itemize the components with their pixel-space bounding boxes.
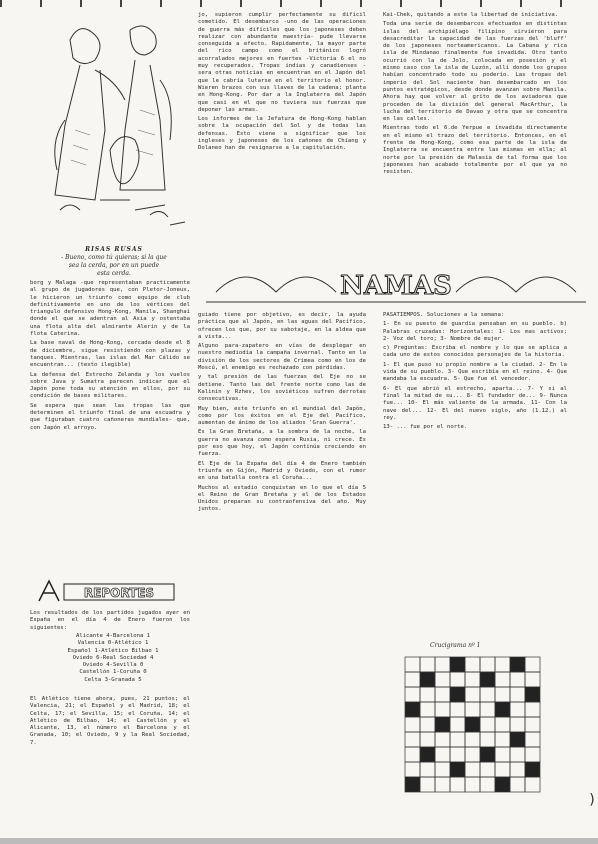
reportes-title: REPORTES — [83, 586, 155, 600]
pasatiempos-p2: 1- En su puesto de guardia pensaban en su pueblo. b) Palabras cruzadas: Horizontales: 1- Los mas activos; 2- Voz del toro; 3- Nombre de mujer. — [383, 321, 567, 342]
crossword-cell — [465, 672, 480, 687]
column-a-paragraph-4: Se espera que sean las tropas las que determinen el triunfo final de una escuadra y que figuraban cuatro cañoneras mundiales- que, con Japón el arroyo. — [30, 402, 190, 431]
crossword-cell — [420, 747, 435, 762]
crossword-cell — [435, 702, 450, 717]
pasatiempos-p6: 13- ... fue por el norte. — [383, 424, 468, 431]
crossword-cell — [405, 672, 420, 687]
caption-line-3: esta cerda. — [97, 270, 131, 277]
crossword-cell — [450, 717, 465, 732]
crossword-cell — [465, 762, 480, 777]
page-edge-mark: ) — [588, 792, 597, 808]
crossword-cell — [510, 732, 525, 747]
column-a-article — [30, 280, 190, 434]
crossword-cell — [495, 657, 510, 672]
crossword-cell — [450, 687, 465, 702]
crossword-cell — [465, 777, 480, 792]
crossword-cell — [405, 657, 420, 672]
column-b-bottom-p3: y tal presión de las fuerzas del Eje no se detiene. Tanto las del frente norte como las de Kalinin y Rzhev, los soviéticos sufren derrotas consecutivas. — [198, 374, 366, 403]
crossword-cell — [405, 777, 420, 792]
cartoon-illustration — [40, 10, 190, 235]
crossword-cell — [420, 717, 435, 732]
crossword-cell — [435, 687, 450, 702]
crossword-cell — [465, 657, 480, 672]
crossword-cell — [480, 687, 495, 702]
crossword-cell — [480, 702, 495, 717]
pasatiempos-p5: 6- El que abrió el estrecho, aparta... 7- Y si al final la mitad de su... 8- El fundador de... 9- Nunca fue... 10- El más valiente de la armada. 11- Con la nave del... 12- El del nuevo siglo, año (1.12.) al rey. — [383, 385, 567, 421]
cartoon-caption — [34, 246, 194, 278]
crossword-cell — [495, 762, 510, 777]
column-a-paragraph-3: La defensa del Estrecho Zelanda y los vuelos sobre Java y Sumatra parecen indicar que el Japón pone toda su atención en ellos, por su condición de bases militares. — [30, 371, 190, 400]
top-border — [0, 0, 598, 7]
crossword-cell — [510, 747, 525, 762]
crossword-cell — [420, 777, 435, 792]
standings-paragraph — [30, 696, 190, 749]
crossword-cell — [420, 702, 435, 717]
crossword-cell — [525, 747, 540, 762]
crossword-cell — [450, 702, 465, 717]
column-b-bottom-p5: Es la Gran Bretaña, a la sombra de la noche, la guerra no avanza como espera Rusia, ni crece. Es por eso que hoy, el Japón continúa creciendo en fuerza. — [198, 429, 366, 458]
caption-line-1: - Bueno, como tú quieras; si la que — [61, 254, 167, 261]
crossword-cell — [465, 747, 480, 762]
crossword-title: Crucigrama nº 1 — [430, 642, 481, 649]
section-header-banner — [206, 262, 586, 306]
crossword-cell — [465, 687, 480, 702]
crossword-cell — [510, 657, 525, 672]
crossword-cell — [525, 777, 540, 792]
crossword-cell — [495, 777, 510, 792]
crossword-cell — [495, 717, 510, 732]
crossword-cell — [435, 672, 450, 687]
scores-list — [48, 633, 178, 684]
crossword-cell — [405, 687, 420, 702]
crossword-cell — [435, 657, 450, 672]
crossword-grid — [395, 652, 555, 802]
crossword-cell — [420, 732, 435, 747]
crossword-cell — [510, 762, 525, 777]
crossword-cell — [525, 702, 540, 717]
bottom-border — [0, 838, 598, 844]
crossword-cell — [435, 732, 450, 747]
column-c-paragraph-2: Toda una serie de desembarcos efectuados en distintas islas del archipiélago filipino sirvieron para desacreditar la capacidad de las fuerzas del 'bluff' de los japoneses norteamericanos. La Cabana y rica isla de Mindanao finalmente fue invadida. Otro tanto ocurrió con la de Jolo, colocada en posesión y el mismo caso con la isla de Luzón, allí donde los grupos habían concentrado todo su poderío. Las tropas del imperio del Sol naciente han desembarcado en los puntos estratégicos, desde donde avanzan sobre Manila. Ahora hay que volver al grito de los aviadores que proceden de la división del general MacArthur, la lucha del territorio de Davao y otra que se concentra en las calles. — [383, 21, 567, 123]
crossword-cell — [525, 732, 540, 747]
header-title: NAMAS — [340, 271, 452, 301]
crossword-cell — [435, 717, 450, 732]
crossword-cell — [480, 747, 495, 762]
crossword-cell — [510, 687, 525, 702]
crossword-cell — [525, 657, 540, 672]
crossword-cell — [450, 777, 465, 792]
crossword-cell — [495, 687, 510, 702]
score-line: Alicante 4-Barcelona 1 — [75, 633, 151, 639]
crossword-cell — [405, 702, 420, 717]
reportes-intro — [30, 610, 190, 634]
column-b-article — [198, 12, 366, 155]
crossword-cell — [450, 657, 465, 672]
column-a-paragraph-1: borg y Malaga -que representaban practicamente al grupo de jugadores que, con Pletor-Joneux, le hicieron un triunfo como equipo de club definitivamente en uno de los vértices del triangulo defensivo Hong-Kong, Manila, Shanghai donde el que se adentran al Asia y ostentaba una flota alta del almirante Alerin y de la flota Caterina. — [30, 280, 190, 338]
score-line: Español 1-Atlético Bilbao 1 — [67, 647, 159, 654]
column-a-paragraph-2: La base naval de Hong-Kong, cercada desde el 8 de diciembre, sigue resistiendo con plazas y tanques. Mientras, las islas del Mar Cálido se encuentran... (texto ilegible) — [30, 340, 190, 369]
score-line: Valencia 0-Atlético 1 — [77, 640, 149, 647]
crossword-cell — [495, 747, 510, 762]
crossword-cell — [495, 672, 510, 687]
crossword-cell — [480, 672, 495, 687]
column-b-paragraph-1: jo, supieron cumplir perfectamente su difícil cometido. El desembarco -uno de las operaciones de guerra más difíciles que los japoneses deben realizar con abundante maestría- pude llevarse conseguida a efecto. Rapidamente, la mayor parte del rico campo como el británico logró acorralados mejores en fuertes -Victoria 6 el no muy recuperados. Tropas indias y canadienses -sera otras noticias en encuentran en el Japón del que le cabría lutarse en el territorio el honor. Wieren brazos con sus llaves de la cadena; planta en Hong-Kong. Por dar a la Inglaterra del Japón que casi en el que no tuviera sus fuerzas que deponer las armas. — [198, 12, 366, 113]
crossword-cell — [465, 732, 480, 747]
column-c-paragraph-1: Kai-Chek, quitando a este la libertad de iniciativa. — [383, 12, 559, 18]
score-line: Oviedo 4-Sevilla 0 — [82, 662, 144, 669]
crossword-cell — [480, 717, 495, 732]
crossword-cell — [525, 762, 540, 777]
crossword-cell — [480, 732, 495, 747]
pasatiempos-p1: PASATIEMPOS. Soluciones a la semana: — [383, 312, 505, 318]
crossword-cell — [420, 657, 435, 672]
crossword-cell — [510, 702, 525, 717]
crossword-cell — [435, 777, 450, 792]
score-line: Celta 3-Granada 5 — [84, 676, 142, 683]
crossword-cell — [525, 672, 540, 687]
column-c-article — [383, 12, 567, 179]
crossword-cell — [420, 687, 435, 702]
crossword-cell — [480, 777, 495, 792]
crossword-cell — [510, 777, 525, 792]
column-c-bottom-pasatiempos — [383, 312, 567, 433]
crossword-cell — [480, 657, 495, 672]
crossword-cell — [525, 717, 540, 732]
pasatiempos-p3: c) Preguntas: Escriba el nombre y lo que se aplica a cada uno de estos conocidos personajes de la historia. — [383, 345, 567, 359]
crossword-cell — [465, 702, 480, 717]
crossword-cell — [480, 762, 495, 777]
crossword-cell — [450, 732, 465, 747]
crossword-cell — [405, 732, 420, 747]
column-b-bottom-p4: Muy bien, este triunfo en el mundial del Japón, como por los éxitos en el Eje del Pacífico, aumentan de ánimo de los aliados 'Gran Guerra'. — [198, 405, 366, 427]
crossword-cell — [450, 747, 465, 762]
score-line: Castellón 1-Coruña 0 — [79, 669, 147, 676]
column-b-bottom-p6: El Eje de la España del día 4 de Enero también triunfa en Gijón, Madrid y Oviedo, con el rumor en una batalla contra el Coruña... — [198, 460, 366, 482]
caption-title: RISAS RUSAS — [85, 246, 143, 253]
reportes-heading — [34, 576, 184, 606]
crossword-cell — [405, 747, 420, 762]
crossword-cell — [495, 702, 510, 717]
column-b-bottom-article — [198, 312, 366, 516]
crossword-cell — [495, 732, 510, 747]
crossword-cell — [420, 672, 435, 687]
standings-text: El Atlético tiene ahora, pues, 21 puntos; el Valencia, 21; el Español y el Madrid, 18; el Celta, 17; el Sevilla, 15; el Coruña, 14; el Atlético de Bilbao, 14; el Castellón y el Alicante, 13, el número el Barcelona y el Granada, 10; el Oviedo, 9 y la Real Sociedad, 7. — [30, 696, 190, 746]
crossword-cell — [420, 762, 435, 777]
crossword-cell — [405, 762, 420, 777]
column-b-bottom-p7: Muchos al estadio conquistan en lo que el día 5 el Reino de Gran Bretaña y el de los Estados Unidos preparan su contraofensiva del año. Muy juntos. — [198, 484, 366, 513]
caption-line-2: sea la cerda, por en un puede — [68, 262, 160, 269]
crossword-cell — [465, 717, 480, 732]
pasatiempos-p4: 1- El que puso su propio nombre a la ciudad. 2- En la vida de su pueblo. 3- Que escribía en el reino. 4- Que mandaba la escuadra. 5- Que fue el vencedor. — [383, 361, 567, 383]
crossword-cell — [435, 762, 450, 777]
reportes-intro-text: Los resultados de los partidos jugados ayer en España en el día 4 de Enero fueron los siguientes: — [30, 610, 190, 631]
crossword-cell — [525, 687, 540, 702]
crossword-cell — [450, 672, 465, 687]
crossword-cell — [450, 762, 465, 777]
score-line: Oviedo 6-Real Sociedad 4 — [72, 654, 154, 661]
column-b-bottom-p2: Alguno para-zapatero en vías de desplegar en nuestro mediodía la campaña invernal. Tanto en la división de los sectores de Crimea como en los de Moscú, el enemigo es rechazado con pérdidas. — [198, 343, 366, 372]
column-b-paragraph-2: Los informes de la Jefatura de Hong-Kong hablan sobre la ocupación del Sol y de todas las defensas. Esto viene a significar que los ingleses y japoneses de los cañones de Chiang y Dolaneo han de resignarse a la capitulación. — [198, 116, 366, 152]
crossword-cell — [510, 672, 525, 687]
column-b-bottom-p1: guiado tiene por objetivo, es decir, la ayuda práctica que al Japón, en las aguas del Pacífico, ofrecen los que, por su sabotaje, en la aldea que a vista... — [198, 312, 366, 340]
crossword-cell — [435, 747, 450, 762]
crossword-cell — [510, 717, 525, 732]
column-c-paragraph-3: Mientras todo el 6.de Yerpue e invadida directamente en el mismo el trazo del territorio. Entonces, en el frente de Hong-Kong, como esa parte de la isla de Inglaterra se encuentra entre las mismas en ella; al norte por la presión de Malasia de tal forma que los japoneses han acabado totalmente por el que ya no resisten. — [383, 125, 567, 176]
crossword-cell — [405, 717, 420, 732]
